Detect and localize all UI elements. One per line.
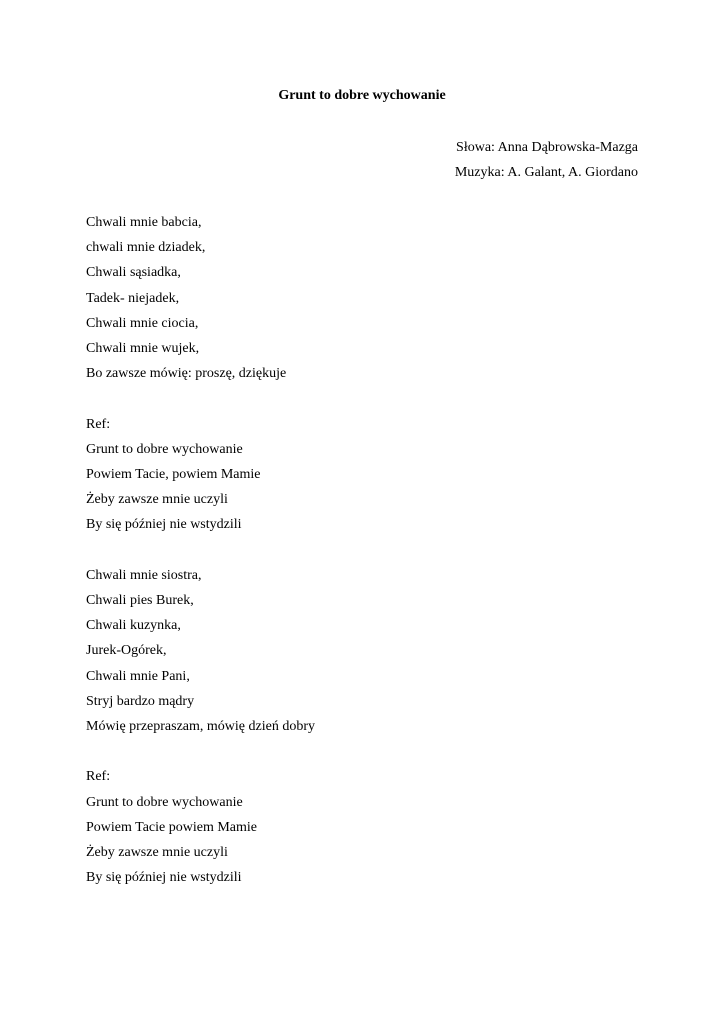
refrain-label: Ref: bbox=[86, 416, 111, 432]
lyric-line: Grunt to dobre wychowanie bbox=[86, 441, 243, 457]
lyric-line: Chwali mnie ciocia, bbox=[86, 315, 199, 331]
lyric-line: Powiem Tacie, powiem Mamie bbox=[86, 467, 261, 483]
refrain-label: Ref: bbox=[86, 769, 111, 785]
lyric-line: Grunt to dobre wychowanie bbox=[86, 794, 243, 810]
lyric-line: Żeby zawsze mnie uczyli bbox=[86, 492, 228, 508]
lyric-line: Chwali mnie Pani, bbox=[86, 668, 190, 684]
lyric-line: By się później nie wstydzili bbox=[86, 517, 242, 533]
lyrics-author: Słowa: Anna Dąbrowska-Mazga bbox=[456, 140, 638, 155]
lyric-line: Chwali sąsiadka, bbox=[86, 265, 181, 281]
lyric-line: Jurek-Ogórek, bbox=[86, 643, 167, 659]
stanza-refrain-1 bbox=[86, 412, 315, 538]
lyric-line: Chwali pies Burek, bbox=[86, 593, 194, 609]
stanza-verse-2 bbox=[86, 563, 315, 739]
lyric-line: Powiem Tacie powiem Mamie bbox=[86, 819, 258, 835]
lyric-line: Żeby zawsze mnie uczyli bbox=[86, 845, 228, 861]
music-author: Muzyka: A. Galant, A. Giordano bbox=[454, 165, 638, 181]
credits-block bbox=[455, 135, 638, 185]
lyric-line: Mówię przepraszam, mówię dzień dobry bbox=[86, 719, 315, 735]
lyric-line: By się później nie wstydzili bbox=[86, 870, 242, 886]
lyric-line: Bo zawsze mówię: proszę, dziękuje bbox=[86, 366, 287, 382]
lyric-line: Tadek- niejadek, bbox=[86, 290, 180, 306]
lyric-line: Chwali mnie wujek, bbox=[86, 341, 200, 357]
lyrics-body bbox=[86, 210, 315, 890]
lyric-line: Chwali mnie babcia, bbox=[86, 215, 202, 230]
lyric-line: Chwali kuzynka, bbox=[86, 618, 181, 634]
lyric-line: Stryj bardzo mądry bbox=[86, 693, 195, 709]
lyric-line: Chwali mnie siostra, bbox=[86, 567, 202, 583]
song-title: Grunt to dobre wychowanie bbox=[278, 88, 446, 103]
stanza-refrain-2 bbox=[86, 764, 315, 890]
stanza-verse-1 bbox=[86, 210, 315, 386]
lyric-line: chwali mnie dziadek, bbox=[86, 240, 206, 256]
